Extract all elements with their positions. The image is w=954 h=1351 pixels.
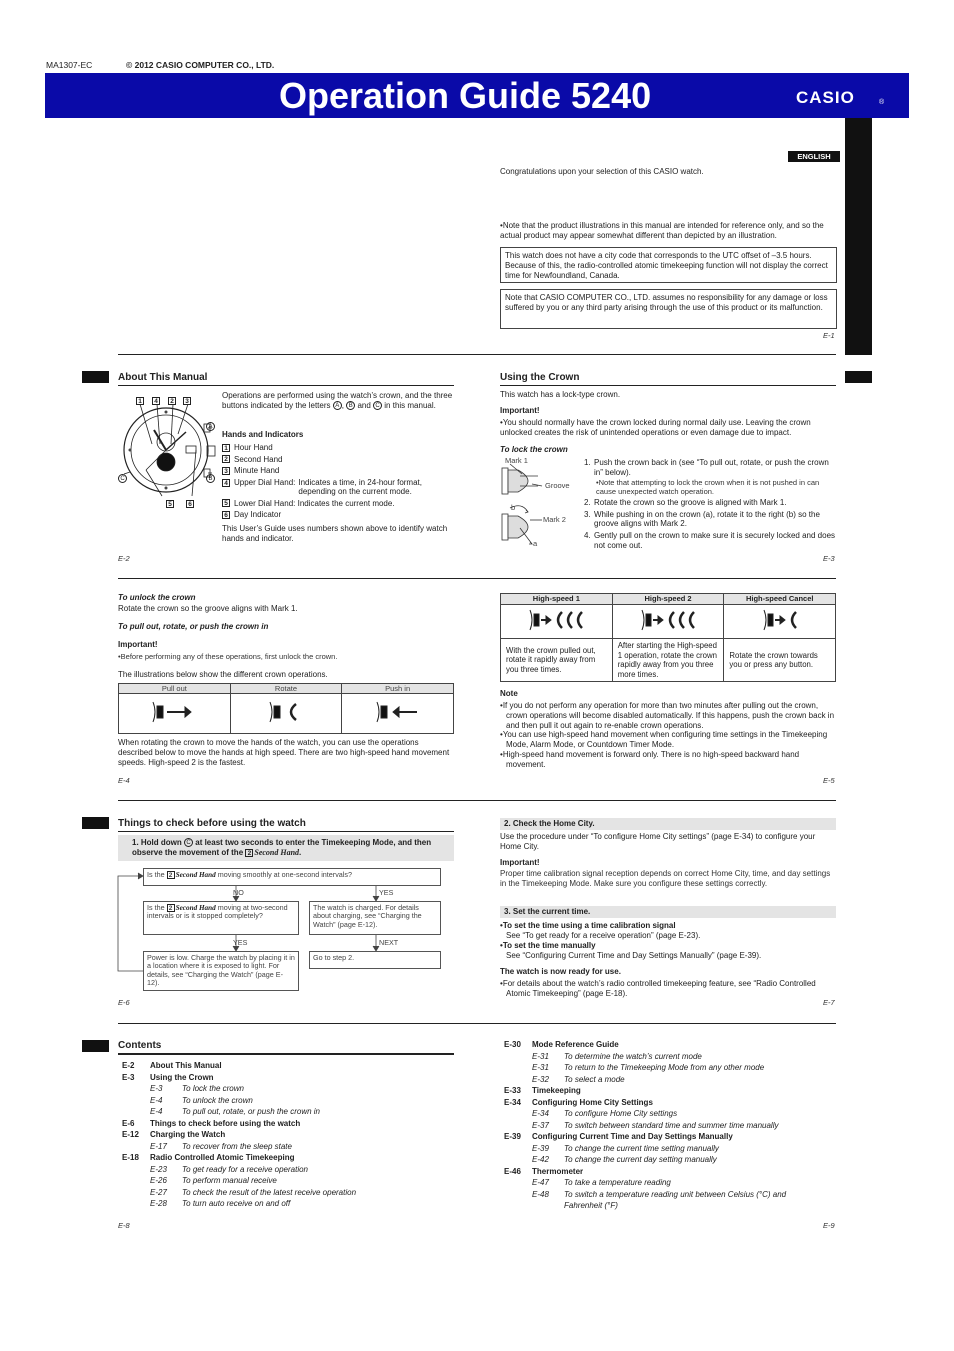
toc-entry[interactable] xyxy=(122,1142,292,1152)
intro-and: and xyxy=(357,400,371,410)
intro-text: Operations are performed using the watch’s crown, and the three buttons indicated by the letters xyxy=(222,391,453,410)
toc-title: About This Manual xyxy=(150,1061,222,1070)
page-number: E-8 xyxy=(118,1221,130,1230)
second-hand-number: 2 xyxy=(245,849,253,857)
note-heading: Note xyxy=(500,689,518,698)
toc-entry[interactable] xyxy=(504,1121,778,1131)
hand-number: 6 xyxy=(222,511,230,519)
important-text: Proper time calibration signal reception depends on correct Home City, time, and day settings in the Timekeeping Mode. Make sure you configure these settings correctly. xyxy=(500,869,831,888)
hand-label: Minute Hand xyxy=(234,466,280,475)
flow-next-label: NEXT xyxy=(379,938,399,947)
contents-heading: Contents xyxy=(118,1040,162,1051)
callout-6: 6 xyxy=(186,500,194,508)
flow-q1-b: moving smoothly at one-second intervals? xyxy=(217,870,352,879)
second-hand-number: 2 xyxy=(167,871,175,879)
toc-title: Configuring Home City Settings xyxy=(532,1097,653,1107)
flow-low-power: Power is low. Charge the watch by placing it in a location where it is exposed to light. For details, see “Charging the Watch” (page E-12). xyxy=(143,951,299,991)
section-tab xyxy=(845,371,872,383)
step-item: 2. Rotate the crown so the groove is aligned with Mark 1. xyxy=(584,497,787,507)
toc-entry[interactable] xyxy=(504,1178,671,1188)
toc-title: To select a mode xyxy=(564,1074,625,1084)
crown-intro: This watch has a lock-type crown. xyxy=(500,390,621,399)
hand-item xyxy=(222,455,454,467)
page-title: Operation Guide 5240 xyxy=(279,75,652,116)
crown-heading: Using the Crown xyxy=(500,372,580,383)
toc-entry[interactable] xyxy=(504,1075,625,1085)
highspeed2-desc: After starting the High-speed 1 operation, rotate the crown rapidly away from you three more times. xyxy=(612,639,724,682)
hand-item xyxy=(222,478,454,499)
ready-heading: The watch is now ready for use. xyxy=(500,967,621,976)
title-banner xyxy=(45,73,909,118)
highspeed-table xyxy=(500,593,836,682)
callout-5: 5 xyxy=(166,500,174,508)
step-item: 3. While pushing in on the crown (a), rotate it to the right (b) so the groove aligns with Mark 2. xyxy=(584,510,838,530)
step3-bar: 3. Set the current time. xyxy=(500,906,836,918)
flow-question-1 xyxy=(143,868,441,886)
flow-yes-label: YES xyxy=(379,888,394,897)
toc-title: To recover from the sleep state xyxy=(182,1141,292,1151)
toc-title: Things to check before using the watch xyxy=(150,1118,301,1128)
toc-title: To switch between standard time and summer time manually xyxy=(564,1120,779,1130)
hand-label: Lower Dial Hand: xyxy=(234,498,296,508)
step-text: Gently pull on the crown to make sure it is securely locked and does not come out. xyxy=(594,531,836,550)
note-item xyxy=(500,730,837,750)
highspeed1-illustration xyxy=(501,605,613,639)
toc-page: E-34 xyxy=(532,1109,549,1118)
toc-page: E-4 xyxy=(150,1107,163,1116)
copyright: © 2012 CASIO COMPUTER CO., LTD. xyxy=(126,60,275,70)
important-label: Important! xyxy=(500,858,540,867)
col-header: High-speed Cancel xyxy=(724,594,836,605)
toc-page: E-34 xyxy=(504,1097,521,1107)
divider xyxy=(118,354,836,355)
intro-end: in this manual. xyxy=(384,400,436,410)
toc-page: E-42 xyxy=(532,1155,549,1164)
hand-label: Day Indicator xyxy=(234,510,282,519)
toc-entry[interactable] xyxy=(504,1063,764,1073)
toc-entry[interactable] xyxy=(504,1109,677,1119)
hand-label: Hour Hand xyxy=(234,443,273,452)
note-text: You can use high-speed hand movement when configuring time settings in the Timekeeping Mode, Alarm Mode, or Countdown Timer Mode. xyxy=(502,730,828,749)
toc-entry[interactable] xyxy=(122,1165,308,1175)
ready-note xyxy=(500,979,836,999)
toc-page: E-3 xyxy=(122,1072,135,1082)
heading-rule xyxy=(118,1053,454,1055)
registered-mark: ® xyxy=(879,99,885,106)
col-header: Pull out xyxy=(119,684,231,694)
important-text: You should normally have the crown locked during normal daily use. Leaving the crown unlocked creates the risk of unintended operations or even damage due to impact. xyxy=(500,418,811,437)
toc-page: E-48 xyxy=(532,1189,549,1199)
pull-out-illustration xyxy=(119,694,231,734)
hand-item xyxy=(222,443,454,455)
button-b-label: B xyxy=(206,474,215,483)
hand-number: 4 xyxy=(222,479,230,487)
section-tab xyxy=(82,817,109,829)
toc-title: To configure Home City settings xyxy=(564,1109,678,1118)
crown-ops-table xyxy=(118,683,454,734)
divider xyxy=(118,578,836,579)
a-label: a xyxy=(533,539,538,548)
button-a-label: A xyxy=(206,422,215,431)
col-header: Push in xyxy=(342,684,454,694)
toc-title: Charging the Watch xyxy=(150,1130,226,1139)
rotate-illustration xyxy=(230,694,342,734)
important-label: Important! xyxy=(118,640,158,649)
congrats-text: Congratulations upon your selection of this CASIO watch. xyxy=(500,167,704,176)
toc-entry[interactable] xyxy=(504,1132,733,1142)
flow-q2-a: Is the xyxy=(147,903,165,912)
page-number: E-6 xyxy=(118,998,130,1007)
section-heading: Things to check before using the watch xyxy=(118,818,306,829)
button-c-label: C xyxy=(118,474,127,483)
toc-entry[interactable] xyxy=(122,1199,290,1209)
note-item xyxy=(500,701,837,730)
important-note xyxy=(500,418,837,438)
toc-title: To determine the watch’s current mode xyxy=(564,1051,702,1061)
note-item xyxy=(500,750,837,770)
toc-page: E-46 xyxy=(504,1166,521,1176)
toc-entry[interactable] xyxy=(504,1167,583,1177)
flow-yes2-label: YES xyxy=(233,938,248,947)
page-number: E-4 xyxy=(118,776,130,785)
highspeed2-illustration xyxy=(612,605,724,639)
second-hand-label: Second Hand xyxy=(175,871,216,879)
language-badge: ENGLISH xyxy=(788,151,840,162)
toc-title: To change the current time setting manually xyxy=(564,1143,719,1153)
toc-entry[interactable] xyxy=(504,1144,719,1154)
toc-title: Fahrenheit (°F) xyxy=(564,1201,618,1210)
doc-code: MA1307-EC xyxy=(46,60,93,70)
toc-title: To perform manual receive xyxy=(182,1176,277,1185)
toc-title: Thermometer xyxy=(532,1166,584,1176)
hand-number: 3 xyxy=(222,467,230,475)
heading-rule xyxy=(118,831,454,832)
toc-page: E-28 xyxy=(150,1199,167,1208)
note-list xyxy=(500,701,837,769)
step-text: Rotate the crown so the groove is aligned with Mark 1. xyxy=(594,497,787,507)
toc-entry[interactable] xyxy=(504,1040,619,1050)
toc-page: E-39 xyxy=(504,1132,521,1141)
step-text: Push the crown back in (see “To pull out, rotate, or push the crown in” below). xyxy=(594,458,829,477)
divider xyxy=(118,800,836,801)
step-note xyxy=(596,478,838,496)
hand-desc: Indicates the current mode. xyxy=(297,498,395,508)
toc-page: E-18 xyxy=(122,1153,139,1162)
cancel-desc: Rotate the crown towards you or press any button. xyxy=(724,639,836,682)
note-text: If you do not perform any operation for more than two minutes after pulling out the crown, crown operations will become disabled automatically. If this happens, push the crown back in and then pull it out again to re-enable crown operations. xyxy=(502,701,835,730)
toc-page: E-27 xyxy=(150,1187,167,1197)
page-number: E-5 xyxy=(823,776,835,785)
bullet-manual-text: To set the time manually xyxy=(502,941,596,950)
toc-page: E-2 xyxy=(122,1061,135,1070)
second-hand-label: Second Hand xyxy=(254,847,300,857)
button-a-glyph: A xyxy=(333,401,342,410)
step1-text-a: 1. Hold down xyxy=(132,838,182,847)
toc-entry[interactable] xyxy=(122,1084,244,1094)
toc-page: E-17 xyxy=(150,1141,167,1151)
toc-entry[interactable] xyxy=(122,1107,320,1117)
toc-title: To unlock the crown xyxy=(182,1095,253,1105)
page-number: E-7 xyxy=(823,998,835,1007)
section-tab xyxy=(82,371,109,383)
hand-item xyxy=(222,466,454,478)
bullet-signal xyxy=(500,921,676,931)
step1-text-b: at least two seconds to enter the Timekeeping Mode, and then observe the movement of the xyxy=(132,838,432,857)
hands-list xyxy=(222,443,454,522)
toc-title: To get ready for a receive operation xyxy=(182,1164,309,1174)
toc-page: E-12 xyxy=(122,1130,139,1139)
illustration-note-text: Note that the product illustrations in this manual are intended for reference only, and so the actual product may appear somewhat different than depicted by an illustration. xyxy=(500,221,824,240)
col-header: Rotate xyxy=(230,684,342,694)
toc-title: To pull out, rotate, or push the crown in xyxy=(182,1107,321,1116)
hand-desc: Indicates a time, in 24-hour format, depending on the current mode. xyxy=(298,477,422,497)
page-number: E-9 xyxy=(823,1221,835,1230)
step-item: 4. Gently pull on the crown to make sure it is securely locked and does not come out. xyxy=(584,531,838,551)
newfoundland-box: This watch does not have a city code that corresponds to the UTC offset of –3.5 hours. Because of this, the radio-controlled atomic timekeeping function will not display the correct time for Newfoundland, Canada. xyxy=(500,247,837,283)
hands-footer: This User’s Guide uses numbers shown above to identify watch hands and indicator. xyxy=(222,524,448,543)
step2-bar: 2. Check the Home City. xyxy=(500,818,836,830)
toc-title: To switch a temperature reading unit between Celsius (°C) and xyxy=(564,1189,787,1199)
illustration-note xyxy=(500,221,838,241)
hand-item xyxy=(222,510,454,522)
hand-item xyxy=(222,499,454,511)
liability-box: Note that CASIO COMPUTER CO., LTD. assumes no responsibility for any damage or loss suffered by you or any third party arising through the use of this product or its malfunction. xyxy=(500,289,837,329)
divider xyxy=(118,1023,836,1024)
flow-no-label: NO xyxy=(233,888,244,897)
highspeed-intro: When rotating the crown to move the hands of the watch, you can use the operations described below to move the hands at high speed. There are two high-speed hand movement speeds. High-speed 2 is the fastest. xyxy=(118,738,450,767)
flow-go-step2: Go to step 2. xyxy=(309,951,441,969)
toc-entry[interactable] xyxy=(122,1188,356,1198)
pullout-subheading: To pull out, rotate, or push the crown in xyxy=(118,622,269,631)
toc-page: E-31 xyxy=(532,1063,549,1072)
toc-entry[interactable] xyxy=(504,1201,618,1211)
hand-number: 5 xyxy=(222,499,230,507)
toc-title: To take a temperature reading xyxy=(564,1178,671,1187)
toc-page: E-37 xyxy=(532,1120,549,1130)
important-note xyxy=(118,652,337,661)
bullet-manual-ref: See “Configuring Current Time and Day Settings Manually” (page E-39). xyxy=(506,951,762,960)
button-c-glyph: C xyxy=(373,401,382,410)
toc-entry[interactable] xyxy=(122,1119,300,1129)
watch-illustration xyxy=(116,394,219,512)
toc-entry[interactable] xyxy=(122,1096,253,1106)
important-text: Before performing any of these operations, first unlock the crown. xyxy=(120,652,338,661)
flow-charged: The watch is charged. For details about charging, see “Charging the Watch” (page E-12). xyxy=(309,901,441,935)
heading-rule xyxy=(500,385,836,386)
casio-logo: CASIO xyxy=(796,88,855,107)
second-hand-number: 2 xyxy=(167,904,175,912)
section-heading: About This Manual xyxy=(118,372,208,383)
toc-page: E-3 xyxy=(150,1084,163,1093)
button-b-glyph: B xyxy=(346,401,355,410)
second-hand-label: Second Hand xyxy=(175,904,216,912)
toc-title: Using the Crown xyxy=(150,1072,214,1082)
toc-page: E-47 xyxy=(532,1178,549,1187)
heading-rule xyxy=(118,385,454,386)
callout-3: 3 xyxy=(183,397,191,405)
button-c-glyph: C xyxy=(184,838,193,847)
groove-label: Groove xyxy=(545,481,570,490)
b-label: b xyxy=(511,503,516,512)
toc-entry[interactable] xyxy=(122,1061,222,1071)
col-header: High-speed 2 xyxy=(612,594,724,605)
mark1-label: Mark 1 xyxy=(505,456,528,465)
section-tab xyxy=(82,1040,109,1052)
toc-entry[interactable] xyxy=(504,1190,786,1200)
toc-page: E-30 xyxy=(504,1040,521,1049)
unlock-text: Rotate the crown so the groove aligns with Mark 1. xyxy=(118,604,298,613)
toc-page: E-39 xyxy=(532,1143,549,1153)
page-number: E-1 xyxy=(823,331,835,340)
important-label: Important! xyxy=(500,406,540,415)
col-header: High-speed 1 xyxy=(501,594,613,605)
toc-title: To return to the Timekeeping Mode from any other mode xyxy=(564,1063,765,1072)
toc-page: E-4 xyxy=(150,1095,163,1105)
toc-title: Configuring Current Time and Day Settings Manually xyxy=(532,1132,733,1141)
bullet-signal-text: To set the time using a time calibration signal xyxy=(502,921,676,930)
toc-page: E-6 xyxy=(122,1118,135,1128)
page-number: E-3 xyxy=(823,554,835,563)
toc-page: E-31 xyxy=(532,1051,549,1061)
lock-steps xyxy=(584,458,838,551)
mark2-label: Mark 2 xyxy=(543,515,566,524)
toc-title: To turn auto receive on and off xyxy=(182,1199,291,1208)
step2-text: Use the procedure under “To configure Home City settings” (page E-34) to configure your Home City. xyxy=(500,832,816,851)
toc-entry[interactable] xyxy=(504,1155,717,1165)
toc-title: To check the result of the latest receive operation xyxy=(182,1187,357,1197)
hand-number: 2 xyxy=(222,455,230,463)
note-text: High-speed hand movement is forward only. There is no high-speed backward hand movement. xyxy=(502,749,800,769)
toc-entry[interactable] xyxy=(504,1052,702,1062)
bullet-manual xyxy=(500,941,596,951)
toc-entry[interactable] xyxy=(122,1153,294,1163)
callout-1: 1 xyxy=(136,397,144,405)
crown-lock-illustration xyxy=(500,456,580,548)
toc-title: Mode Reference Guide xyxy=(532,1040,619,1049)
ready-note-text: For details about the watch’s radio controlled timekeeping feature, see “Radio Controlled Atomic Timekeeping” (page E-18). xyxy=(502,979,816,998)
hand-label: Upper Dial Hand: xyxy=(234,477,296,487)
toc-title: Radio Controlled Atomic Timekeeping xyxy=(150,1153,295,1162)
hand-label: Second Hand xyxy=(234,454,283,464)
lock-subheading: To lock the crown xyxy=(500,445,568,454)
toc-entry[interactable] xyxy=(122,1176,277,1186)
flow-q2-b: moving at two-second intervals or is it stopped completely? xyxy=(147,903,288,921)
callout-2: 2 xyxy=(168,397,176,405)
callout-4: 4 xyxy=(152,397,160,405)
bullet-signal-ref: See “To get ready for a receive operation” (page E-23). xyxy=(506,931,701,940)
toc-entry[interactable] xyxy=(504,1086,581,1096)
toc-entry[interactable] xyxy=(122,1073,214,1083)
hands-heading: Hands and Indicators xyxy=(222,430,304,439)
highspeed1-desc: With the crown pulled out, rotate it rapidly away from you three times. xyxy=(501,639,613,682)
toc-title: To change the current day setting manually xyxy=(564,1155,717,1164)
toc-page: E-33 xyxy=(504,1086,521,1095)
step1-box: 1. Hold down C at least two seconds to enter the Timekeeping Mode, and then observe the movement of the 2 Second Hand. xyxy=(118,835,454,861)
toc-title: To lock the crown xyxy=(182,1084,244,1093)
thumb-bar xyxy=(845,118,872,355)
toc-entry[interactable] xyxy=(122,1130,225,1140)
step-note-text: Note that attempting to lock the crown when it is not pushed in can cause unexpected watch operation. xyxy=(596,477,820,496)
push-in-illustration xyxy=(342,694,454,734)
page-number: E-2 xyxy=(118,554,130,563)
cancel-illustration xyxy=(724,605,836,639)
toc-page: E-32 xyxy=(532,1074,549,1084)
step-item: 1. Push the crown back in (see “To pull out, rotate, or push the crown in” below). xyxy=(584,458,838,478)
hand-number: 1 xyxy=(222,444,230,452)
unlock-subheading: To unlock the crown xyxy=(118,593,196,602)
step-text: While pushing in on the crown (a), rotate it to the right (b) so the groove aligns with Mark 2. xyxy=(594,509,820,529)
flow-question-2 xyxy=(143,901,299,935)
flow-q1-a: Is the xyxy=(147,870,165,879)
toc-title: Timekeeping xyxy=(532,1086,581,1095)
toc-page: E-26 xyxy=(150,1176,167,1185)
manual-intro: Operations are performed using the watch’s crown, and the three buttons indicated by the letters A , B and C in this manual. xyxy=(222,391,453,410)
toc-entry[interactable] xyxy=(504,1098,653,1108)
toc-page: E-23 xyxy=(150,1164,167,1174)
illus-intro: The illustrations below show the different crown operations. xyxy=(118,670,328,679)
